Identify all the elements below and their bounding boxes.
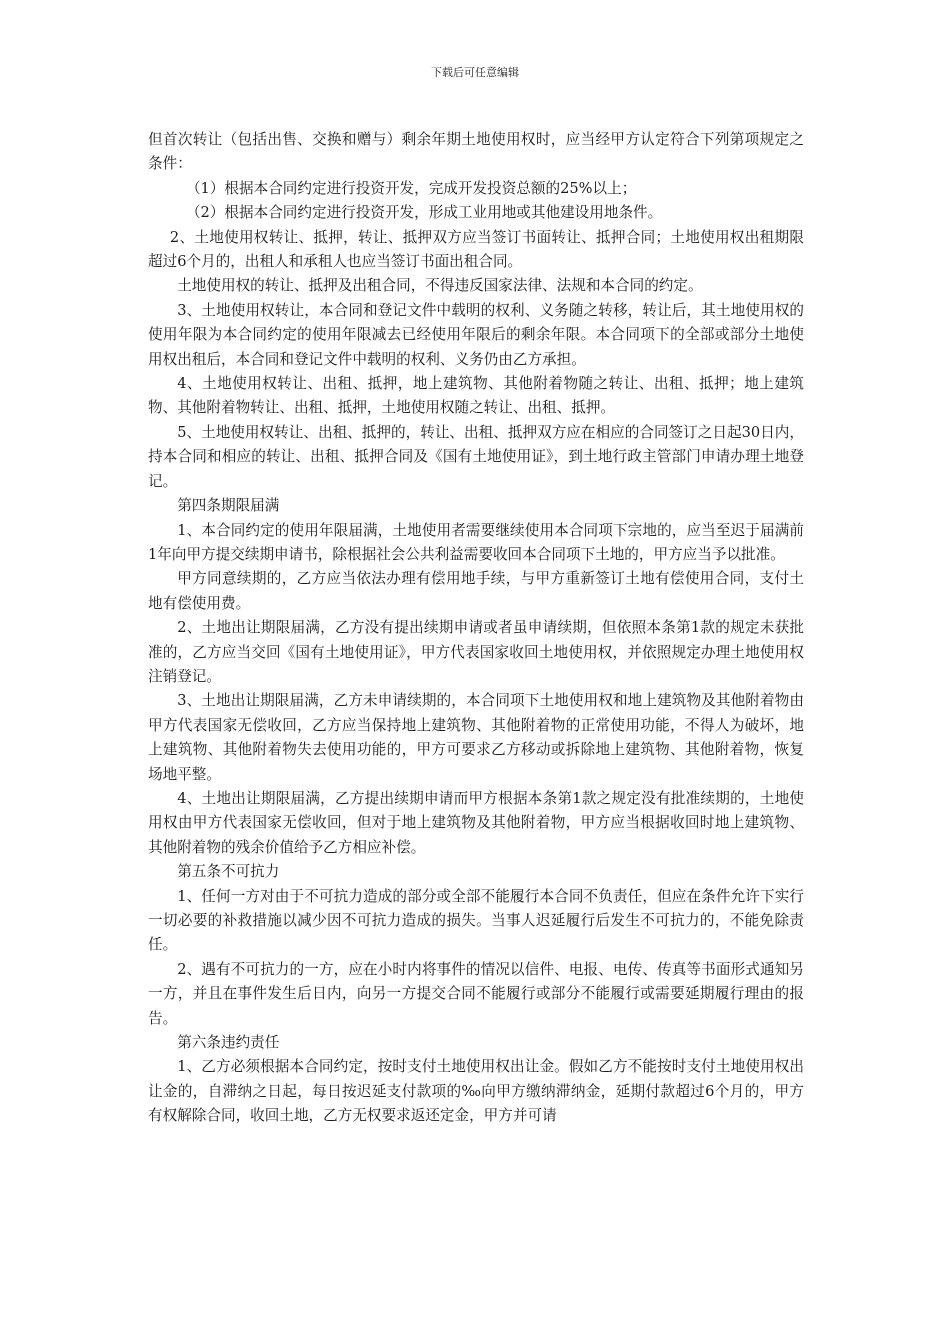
page-header-note: 下载后可任意编辑	[431, 66, 519, 79]
section-heading: 第四条期限届满	[177, 497, 280, 515]
section-heading: 第五条不可抗力	[177, 863, 280, 881]
paragraph: 但首次转让（包括出售、交换和赠与）剩余年期土地使用权时，应当经甲方认定符合下列第项规定之条件：	[148, 131, 804, 173]
document-body	[148, 128, 804, 1129]
paragraph: 甲方同意续期的，乙方应当依法办理有偿用地手续，与甲方重新签订土地有偿使用合同，支付土地有偿使用费。	[148, 570, 804, 612]
paragraph: 2、土地使用权转让、抵押，转让、抵押双方应当签订书面转让、抵押合同；土地使用权出租期限超过6个月的，出租人和承租人也应当签订书面出租合同。	[148, 228, 804, 271]
paragraph: 3、土地出让期限届满，乙方未申请续期的，本合同项下土地使用权和地上建筑物及其他附着物由甲方代表国家无偿收回，乙方应当保持地上建筑物、其他附着物的正常使用功能，不得人为破坏，地上建筑物、其他附着物失去使用功能的，甲方可要求乙方移动或拆除地上建筑物、其他附着物，恢复场地平整。	[148, 692, 804, 783]
paragraph: 1、任何一方对由于不可抗力造成的部分或全部不能履行本合同不负责任，但应在条件允许下实行一切必要的补救措施以减少因不可抗力造成的损失。当事人迟延履行后发生不可抗力的，不能免除责任。	[148, 887, 804, 954]
paragraph: 2、遇有不可抗力的一方，应在小时内将事件的情况以信件、电报、电传、传真等书面形式通知另一方，并且在事件发生后日内，向另一方提交合同不能履行或部分不能履行或需要延期履行理由的报告。	[148, 960, 804, 1027]
paragraph: 1、本合同约定的使用年限届满，土地使用者需要继续使用本合同项下宗地的，应当至迟于届满前1年向甲方提交续期申请书，除根据社会公共利益需要收回本合同项下土地的，甲方应当予以批准。	[148, 521, 804, 563]
paragraph: （2）根据本合同约定进行投资开发，形成工业用地或其他建设用地条件。	[185, 204, 663, 222]
section-heading: 第六条违约责任	[177, 1034, 280, 1052]
paragraph: （1）根据本合同约定进行投资开发，完成开发投资总额的25%以上；	[185, 179, 637, 197]
paragraph: 1、乙方必须根据本合同约定，按时支付土地使用权出让金。假如乙方不能按时支付土地使用权出让金的，自滞纳之日起，每日按迟延支付款项的‰向甲方缴纳滞纳金，延期付款超过6个月的，甲方有权解除合同，收回土地，乙方无权要求返还定金，甲方并可请	[148, 1058, 804, 1125]
paragraph: 3、土地使用权转让，本合同和登记文件中载明的权利、义务随之转移，转让后，其土地使用权的使用年限为本合同约定的使用年限减去已经使用年限后的剩余年限。本合同项下的全部或部分土地使用权出租后，本合同和登记文件中载明的权利、义务仍由乙方承担。	[148, 301, 804, 368]
paragraph: 2、土地出让期限届满，乙方没有提出续期申请或者虽申请续期，但依照本条第1款的规定未获批准的，乙方应当交回《国有土地使用证》，甲方代表国家收回土地使用权，并依照规定办理土地使用权注销登记。	[148, 619, 804, 685]
paragraph: 土地使用权的转让、抵押及出租合同，不得违反国家法律、法规和本合同的约定。	[177, 277, 703, 295]
paragraph: 4、土地使用权转让、出租、抵押，地上建筑物、其他附着物随之转让、出租、抵押；地上建筑物、其他附着物转让、出租、抵押，土地使用权随之转让、出租、抵押。	[148, 375, 804, 417]
paragraph: 4、土地出让期限届满，乙方提出续期申请而甲方根据本条第1款之规定没有批准续期的，土地使用权由甲方代表国家无偿收回，但对于地上建筑物及其他附着物，甲方应当根据收回时地上建筑物、其他附着物的残余价值给予乙方相应补偿。	[148, 789, 804, 856]
paragraph: 5、土地使用权转让、出租、抵押的，转让、出租、抵押双方应在相应的合同签订之日起30日内，持本合同和相应的转让、出租、抵押合同及《国有土地使用证》，到土地行政主管部门申请办理土地登记。	[148, 423, 804, 490]
